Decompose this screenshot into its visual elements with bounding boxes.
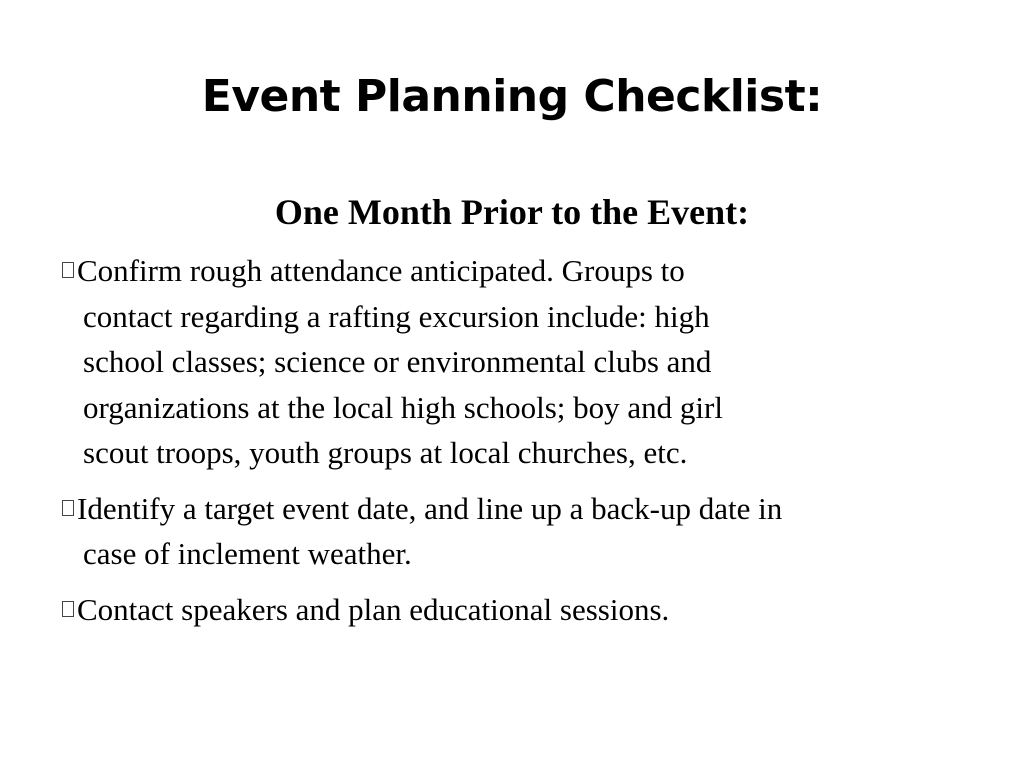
bullet-box-icon — [62, 262, 74, 278]
bullet-box-icon — [62, 500, 74, 516]
list-item-text — [77, 248, 972, 476]
text-line: case of inclement weather. — [83, 536, 412, 571]
slide-title: Event Planning Checklist: — [201, 71, 823, 122]
section-heading: One Month Prior to the Event: — [274, 192, 750, 232]
text-line: scout troops, youth groups at local churches, etc. — [83, 435, 688, 470]
text-line: contact regarding a rafting excursion include: high — [83, 298, 710, 334]
list-item — [62, 248, 972, 476]
text-line: Confirm rough attendance anticipated. Groups to — [77, 253, 685, 288]
list-item-text — [77, 587, 972, 633]
text-line: Identify a target event date, and line up a back-up date in — [77, 490, 783, 526]
list-item — [62, 587, 972, 633]
bullet-box-icon — [62, 601, 74, 617]
list-item — [62, 486, 972, 577]
text-line: organizations at the local high schools; boy and girl — [83, 389, 723, 425]
checklist — [62, 248, 972, 642]
text-line: school classes; science or environmental clubs and — [83, 344, 712, 379]
text-line: Contact speakers and plan educational sessions. — [77, 591, 670, 627]
list-item-text — [77, 486, 972, 577]
